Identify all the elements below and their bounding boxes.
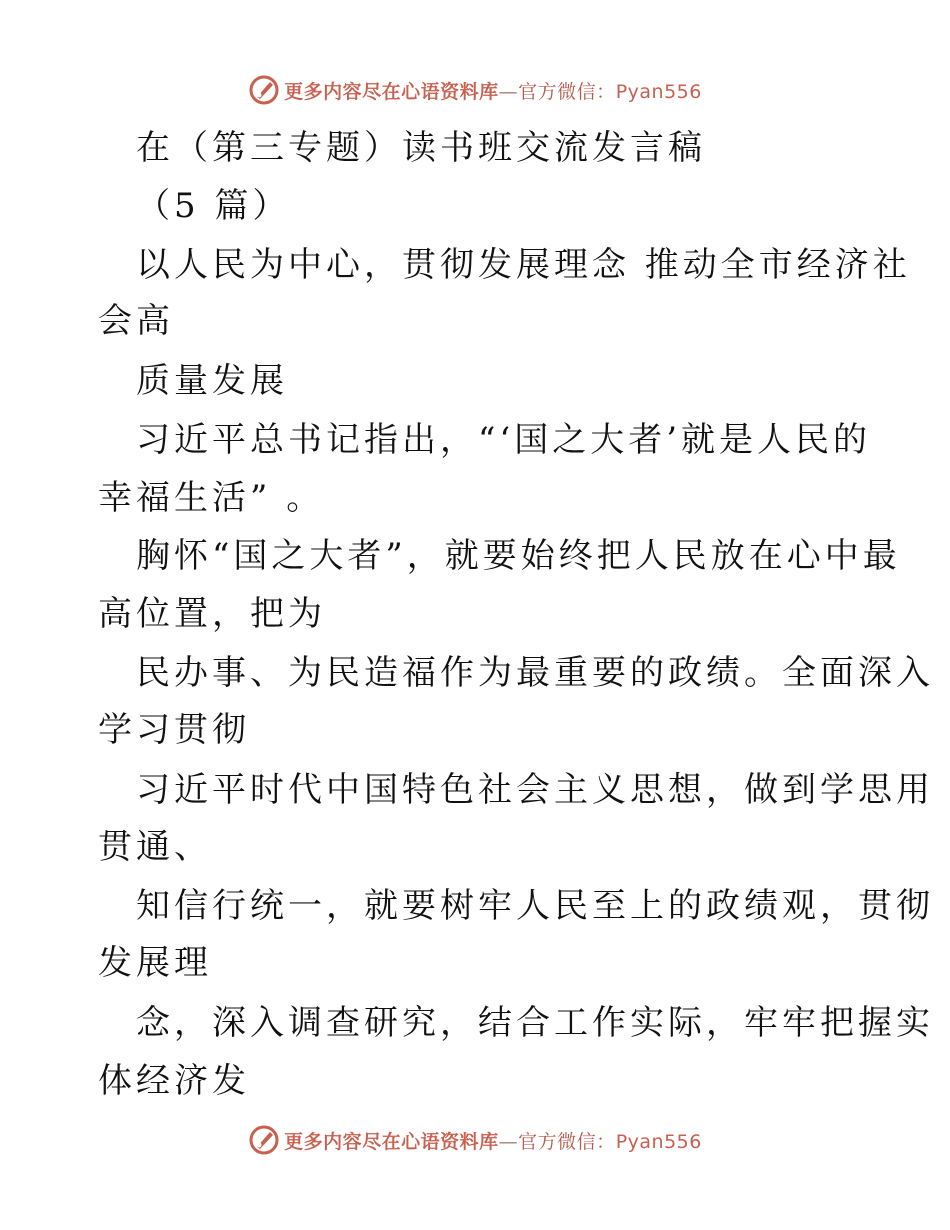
text-line: 会高 — [98, 301, 174, 341]
banner-text — [284, 1127, 702, 1154]
text-line: 以人民为中心，贯彻发展理念 推动全市经济社 — [136, 245, 911, 285]
text-line: 体经济发 — [98, 1061, 250, 1101]
text-line: 贯通、 — [98, 827, 212, 867]
banner-separator: — — [498, 1130, 519, 1153]
text-line: 高位置，把为 — [98, 594, 326, 634]
document-subtitle: （5 篇） — [136, 186, 291, 226]
footer-banner — [0, 1120, 950, 1160]
text-line: 发展理 — [98, 943, 212, 983]
text-line: 胸怀“国之大者”，就要始终把人民放在心中最 — [136, 536, 901, 576]
document-title: 在（第三专题）读书班交流发言稿 — [136, 128, 706, 168]
text-line: 知信行统一，就要树牢人民至上的政绩观，贯彻 — [136, 886, 934, 926]
banner-main-text: 更多内容尽在心语资料库 — [284, 80, 499, 103]
text-line: 习近平总书记指出，“‘国之大者’就是人民的 — [136, 420, 871, 460]
banner-sub-text: 官方微信： — [518, 80, 616, 103]
text-line: 习近平时代中国特色社会主义思想，做到学思用 — [136, 770, 934, 810]
banner-handle: Pyan556 — [615, 1130, 702, 1153]
banner-separator: — — [498, 80, 519, 103]
banner-main-text: 更多内容尽在心语资料库 — [284, 1130, 499, 1153]
text-line: 学习贯彻 — [98, 710, 250, 750]
text-line: 质量发展 — [136, 361, 288, 401]
banner-handle: Pyan556 — [615, 80, 702, 103]
text-line: 民办事、为民造福作为最重要的政绩。全面深入 — [136, 653, 934, 693]
text-line: 幸福生活” 。 — [98, 478, 325, 518]
text-line: 念，深入调查研究，结合工作实际，牢牢把握实 — [136, 1003, 934, 1043]
quill-logo-icon — [248, 1124, 280, 1156]
banner-sub-text: 官方微信： — [518, 1130, 616, 1153]
